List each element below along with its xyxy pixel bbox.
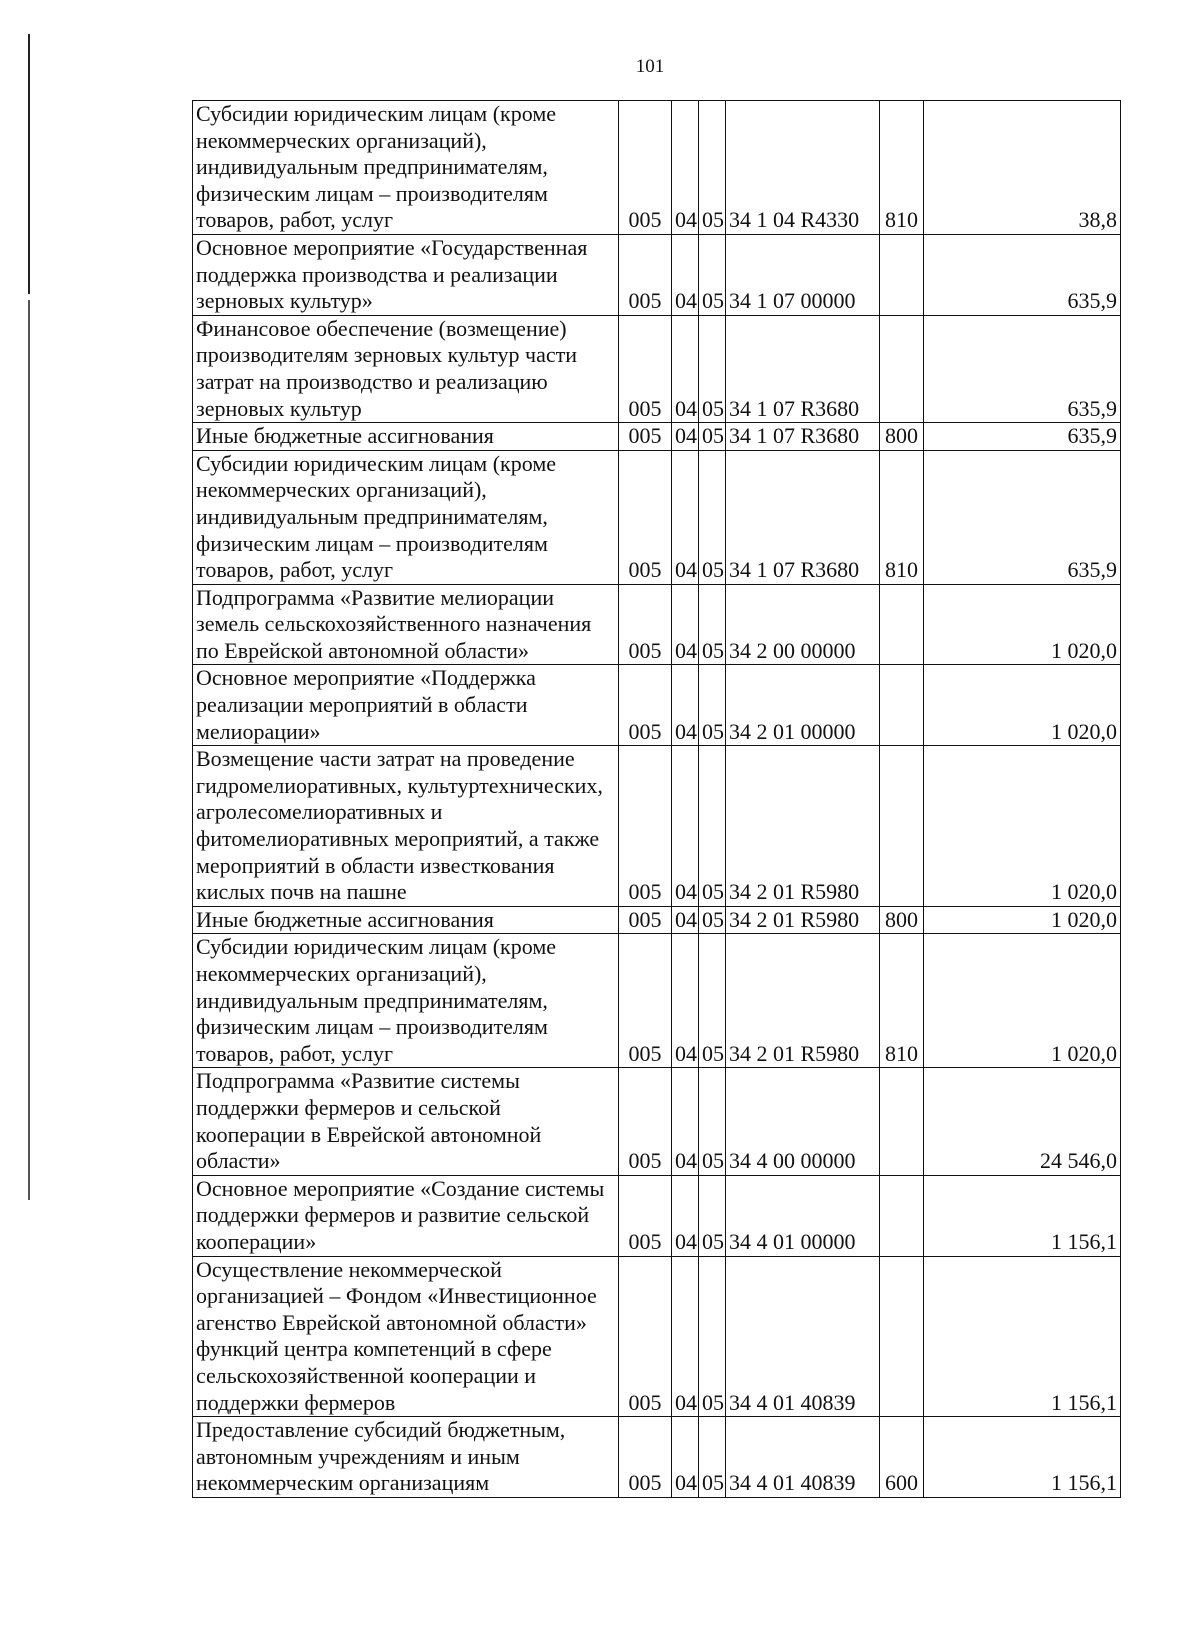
- subsection-code: 05: [699, 665, 726, 746]
- section-code: 04: [672, 665, 699, 746]
- row-name-line: поддержка производства и реализации: [196, 261, 558, 287]
- row-name-line: поддержки фермеров и сельской: [196, 1094, 501, 1120]
- expense-type-code: [880, 665, 924, 746]
- row-name-line: Осуществление некоммерческой: [196, 1256, 502, 1282]
- expense-type-code: [880, 315, 924, 422]
- row-name-line: Предоставление субсидий бюджетным,: [196, 1417, 566, 1443]
- row-name-line: реализации мероприятий в области: [196, 692, 528, 718]
- target-article-code: 34 2 01 00000: [726, 665, 880, 746]
- ministry-code: 005: [619, 1175, 672, 1256]
- ministry-code: 005: [619, 450, 672, 584]
- ministry-code: 005: [619, 584, 672, 665]
- row-name: [193, 1417, 619, 1498]
- ministry-code: 005: [619, 746, 672, 907]
- expense-type-code: 810: [880, 934, 924, 1068]
- amount: 1 020,0: [924, 934, 1121, 1068]
- amount: 38,8: [924, 101, 1121, 235]
- row-name: [193, 665, 619, 746]
- row-name: [193, 934, 619, 1068]
- table-row: [193, 1175, 1121, 1256]
- row-name-line: некоммерческим организациям: [196, 1470, 490, 1496]
- row-name-line: автономным учреждениям и иным: [196, 1443, 520, 1469]
- target-article-code: 34 2 01 R5980: [726, 906, 880, 934]
- row-name-line: затрат на производство и реализацию: [196, 368, 548, 394]
- budget-table: [192, 100, 1121, 1498]
- subsection-code: 05: [699, 423, 726, 451]
- row-name-line: зерновых культур»: [196, 288, 373, 314]
- table-row: [193, 234, 1121, 315]
- row-name: [193, 746, 619, 907]
- target-article-code: 34 1 07 00000: [726, 234, 880, 315]
- amount: 635,9: [924, 450, 1121, 584]
- row-name: [193, 584, 619, 665]
- section-code: 04: [672, 423, 699, 451]
- target-article-code: 34 1 04 R4330: [726, 101, 880, 235]
- row-name-line: организацией – Фондом «Инвестиционное: [196, 1283, 597, 1309]
- ministry-code: 005: [619, 1068, 672, 1175]
- amount: 635,9: [924, 423, 1121, 451]
- expense-type-code: 800: [880, 906, 924, 934]
- row-name: [193, 906, 619, 934]
- row-name-line: по Еврейской автономной области»: [196, 637, 530, 663]
- section-code: 04: [672, 450, 699, 584]
- amount: 24 546,0: [924, 1068, 1121, 1175]
- table-row: [193, 450, 1121, 584]
- row-name-line: кооперации в Еврейской автономной: [196, 1121, 542, 1147]
- table-row: [193, 665, 1121, 746]
- amount: 635,9: [924, 234, 1121, 315]
- row-name-line: физическим лицам – производителям: [196, 180, 548, 206]
- subsection-code: 05: [699, 1417, 726, 1498]
- subsection-code: 05: [699, 746, 726, 907]
- row-name-line: физическим лицам – производителям: [196, 530, 548, 556]
- row-name-line: Подпрограмма «Развитие мелиорации: [196, 584, 554, 610]
- row-name-line: некоммерческих организаций),: [196, 961, 487, 986]
- row-name-line: гидромелиоративных, культуртехнических,: [196, 772, 603, 798]
- ministry-code: 005: [619, 315, 672, 422]
- row-name-line: некоммерческих организаций),: [196, 127, 487, 153]
- row-name-line: поддержки фермеров и развитие сельской: [196, 1202, 590, 1228]
- row-name-line: зерновых культур: [196, 395, 362, 421]
- ministry-code: 005: [619, 1256, 672, 1417]
- row-name-line: Основное мероприятие «Поддержка: [196, 665, 536, 691]
- subsection-code: 05: [699, 101, 726, 235]
- left-margin-line-faint: [28, 300, 30, 1200]
- amount: 1 156,1: [924, 1256, 1121, 1417]
- row-name-line: агенство Еврейской автономной области»: [196, 1309, 587, 1335]
- row-name-line: Возмещение части затрат на проведение: [196, 746, 575, 772]
- row-name-line: Субсидии юридическим лицам (кроме: [196, 450, 557, 476]
- row-name-line: земель сельскохозяйственного назначения: [196, 611, 592, 637]
- table-row: [193, 315, 1121, 422]
- row-name-line: Иные бюджетные ассигнования: [196, 423, 494, 449]
- subsection-code: 05: [699, 315, 726, 422]
- subsection-code: 05: [699, 906, 726, 934]
- section-code: 04: [672, 1417, 699, 1498]
- table-row: [193, 423, 1121, 451]
- section-code: 04: [672, 906, 699, 934]
- target-article-code: 34 4 01 40839: [726, 1256, 880, 1417]
- section-code: 04: [672, 315, 699, 422]
- target-article-code: 34 2 01 R5980: [726, 934, 880, 1068]
- section-code: 04: [672, 1068, 699, 1175]
- ministry-code: 005: [619, 101, 672, 235]
- subsection-code: 05: [699, 1256, 726, 1417]
- row-name: [193, 101, 619, 235]
- amount: 1 020,0: [924, 584, 1121, 665]
- amount: 635,9: [924, 315, 1121, 422]
- subsection-code: 05: [699, 234, 726, 315]
- amount: 1 020,0: [924, 906, 1121, 934]
- target-article-code: 34 4 00 00000: [726, 1068, 880, 1175]
- row-name: [193, 1175, 619, 1256]
- ministry-code: 005: [619, 423, 672, 451]
- amount: 1 020,0: [924, 746, 1121, 907]
- row-name-line: товаров, работ, услуг: [196, 207, 393, 233]
- row-name: [193, 234, 619, 315]
- row-name-line: физическим лицам – производителям: [196, 1014, 548, 1040]
- page-number: 101: [635, 56, 665, 77]
- amount: 1 156,1: [924, 1417, 1121, 1498]
- row-name-line: области»: [196, 1148, 281, 1174]
- target-article-code: 34 1 07 R3680: [726, 423, 880, 451]
- row-name-line: фитомелиоративных мероприятий, а также: [196, 826, 600, 852]
- target-article-code: 34 4 01 40839: [726, 1417, 880, 1498]
- table-row: [193, 1256, 1121, 1417]
- table-row: [193, 1417, 1121, 1498]
- section-code: 04: [672, 234, 699, 315]
- expense-type-code: [880, 584, 924, 665]
- expense-type-code: 800: [880, 423, 924, 451]
- row-name-line: Подпрограмма «Развитие системы: [196, 1068, 520, 1094]
- row-name-line: некоммерческих организаций),: [196, 477, 487, 503]
- table-row: [193, 906, 1121, 934]
- row-name-line: агролесомелиоративных и: [196, 799, 443, 825]
- row-name: [193, 1256, 619, 1417]
- table-row: [193, 746, 1121, 907]
- row-name-line: Основное мероприятие «Создание системы: [196, 1175, 605, 1201]
- row-name-line: Субсидии юридическим лицам (кроме: [196, 101, 557, 126]
- row-name-line: кооперации»: [196, 1228, 317, 1254]
- row-name-line: кислых почв на пашне: [196, 879, 407, 905]
- section-code: 04: [672, 934, 699, 1068]
- expense-type-code: 810: [880, 101, 924, 235]
- section-code: 04: [672, 1256, 699, 1417]
- subsection-code: 05: [699, 1175, 726, 1256]
- table-row: [193, 101, 1121, 235]
- subsection-code: 05: [699, 1068, 726, 1175]
- budget-table-body: [193, 101, 1121, 1498]
- ministry-code: 005: [619, 234, 672, 315]
- row-name-line: товаров, работ, услуг: [196, 557, 393, 583]
- expense-type-code: 600: [880, 1417, 924, 1498]
- row-name-line: Основное мероприятие «Государственная: [196, 234, 588, 260]
- row-name-line: индивидуальным предпринимателям,: [196, 503, 548, 529]
- row-name-line: поддержки фермеров: [196, 1389, 396, 1415]
- row-name: [193, 315, 619, 422]
- row-name: [193, 423, 619, 451]
- amount: 1 020,0: [924, 665, 1121, 746]
- expense-type-code: [880, 1068, 924, 1175]
- row-name-line: товаров, работ, услуг: [196, 1040, 393, 1066]
- row-name-line: мероприятий в области известкования: [196, 852, 555, 878]
- ministry-code: 005: [619, 934, 672, 1068]
- section-code: 04: [672, 746, 699, 907]
- expense-type-code: [880, 746, 924, 907]
- subsection-code: 05: [699, 584, 726, 665]
- target-article-code: 34 1 07 R3680: [726, 315, 880, 422]
- ministry-code: 005: [619, 665, 672, 746]
- section-code: 04: [672, 584, 699, 665]
- row-name: [193, 450, 619, 584]
- row-name-line: Субсидии юридическим лицам (кроме: [196, 934, 557, 960]
- target-article-code: 34 2 01 R5980: [726, 746, 880, 907]
- subsection-code: 05: [699, 450, 726, 584]
- row-name: [193, 1068, 619, 1175]
- target-article-code: 34 4 01 00000: [726, 1175, 880, 1256]
- ministry-code: 005: [619, 906, 672, 934]
- ministry-code: 005: [619, 1417, 672, 1498]
- section-code: 04: [672, 1175, 699, 1256]
- expense-type-code: [880, 1256, 924, 1417]
- table-row: [193, 1068, 1121, 1175]
- table-row: [193, 934, 1121, 1068]
- amount: 1 156,1: [924, 1175, 1121, 1256]
- row-name-line: производителям зерновых культур части: [196, 342, 577, 368]
- expense-type-code: [880, 234, 924, 315]
- expense-type-code: 810: [880, 450, 924, 584]
- section-code: 04: [672, 101, 699, 235]
- row-name-line: Иные бюджетные ассигнования: [196, 906, 494, 932]
- table-row: [193, 584, 1121, 665]
- expense-type-code: [880, 1175, 924, 1256]
- target-article-code: 34 2 00 00000: [726, 584, 880, 665]
- subsection-code: 05: [699, 934, 726, 1068]
- row-name-line: функций центра компетенций в сфере: [196, 1336, 552, 1362]
- row-name-line: сельскохозяйственной кооперации и: [196, 1362, 537, 1388]
- row-name-line: мелиорации»: [196, 718, 321, 744]
- row-name-line: индивидуальным предпринимателям,: [196, 987, 548, 1013]
- target-article-code: 34 1 07 R3680: [726, 450, 880, 584]
- row-name-line: индивидуальным предпринимателям,: [196, 154, 548, 180]
- row-name-line: Финансовое обеспечение (возмещение): [196, 315, 567, 341]
